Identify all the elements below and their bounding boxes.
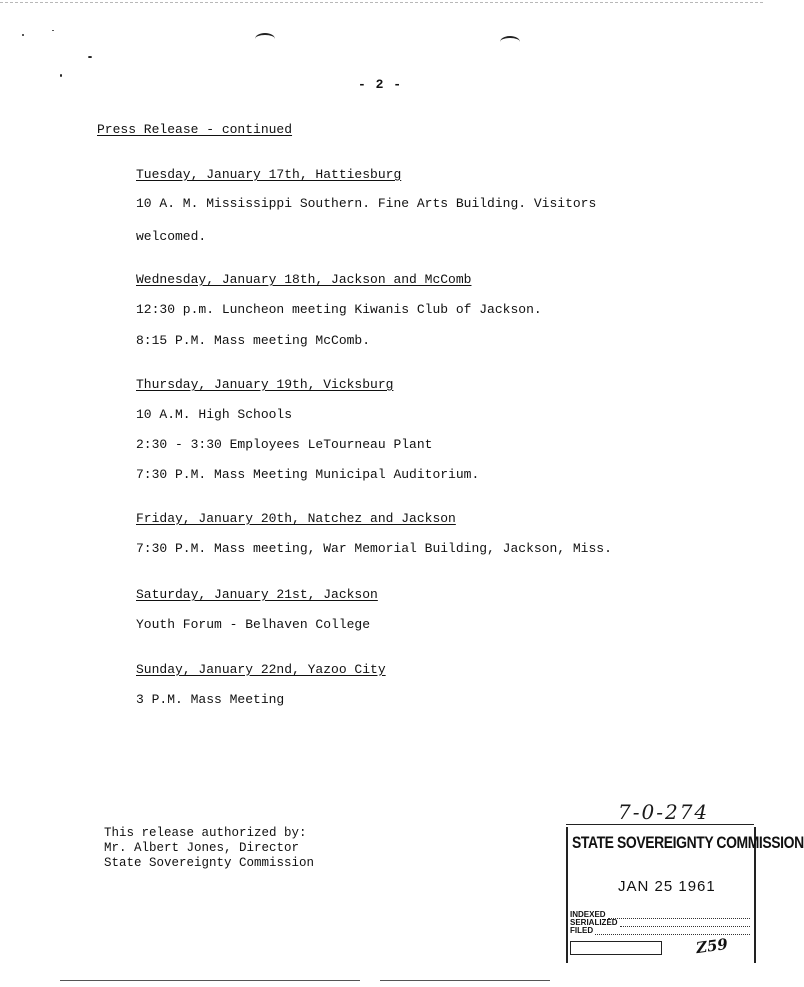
- stamp-field-serialized: [570, 919, 750, 927]
- stamp-date: JAN 25 1961: [618, 878, 716, 895]
- authorization-line: This release authorized by:: [104, 826, 307, 840]
- page-number: - 2 -: [357, 77, 402, 92]
- stamp-handwritten-mark: Z59: [694, 934, 729, 958]
- scan-speck: [22, 34, 24, 36]
- stamp-top-rule: [566, 824, 754, 825]
- scan-bottom-rule: [60, 980, 360, 981]
- commission-stamp: [566, 827, 804, 963]
- authorization-block: [104, 826, 314, 871]
- stamp-field-label: SERIALIZED: [570, 918, 618, 927]
- stamp-field-dots: [620, 920, 750, 927]
- stamp-field-dots: [595, 928, 750, 935]
- press-release-header: Press Release - continued: [97, 122, 293, 137]
- stamp-field-label: INDEXED: [570, 910, 606, 919]
- event-line: welcomed.: [136, 229, 207, 244]
- day-heading-friday: Friday, January 20th, Natchez and Jackson: [136, 511, 456, 526]
- binder-hole-mark: [500, 36, 520, 48]
- event-line: 3 P.M. Mass Meeting: [136, 692, 285, 707]
- scan-speck: [88, 56, 92, 58]
- scan-edge-dashes: [0, 2, 763, 3]
- day-heading-wednesday: Wednesday, January 18th, Jackson and McComb: [136, 272, 472, 287]
- stamp-field-filed: [570, 927, 750, 935]
- stamp-fields: [570, 911, 750, 935]
- scan-speck: [52, 30, 54, 31]
- scan-bottom-rule: [380, 980, 550, 981]
- day-heading-thursday: Thursday, January 19th, Vicksburg: [136, 377, 394, 392]
- scan-speck: [60, 74, 62, 77]
- day-heading-saturday: Saturday, January 21st, Jackson: [136, 587, 378, 602]
- authorization-name: Mr. Albert Jones, Director: [104, 841, 300, 855]
- stamp-field-dots: [608, 912, 750, 919]
- day-heading-sunday: Sunday, January 22nd, Yazoo City: [136, 662, 386, 677]
- event-line: 10 A.M. High Schools: [136, 407, 293, 422]
- stamp-blank-box: [570, 941, 662, 955]
- event-line: Youth Forum - Belhaven College: [136, 617, 371, 632]
- stamp-field-label: FILED: [570, 926, 594, 935]
- event-line: 2:30 - 3:30 Employees LeTourneau Plant: [136, 437, 433, 452]
- day-heading-tuesday: Tuesday, January 17th, Hattiesburg: [136, 167, 402, 182]
- event-line: 12:30 p.m. Luncheon meeting Kiwanis Club of Jackson.: [136, 302, 542, 317]
- stamp-handwritten-number: 7-0-274: [618, 800, 710, 824]
- authorization-organization: State Sovereignty Commission: [104, 856, 315, 870]
- stamp-title: STATE SOVEREIGNTY COMMISSION: [572, 833, 804, 852]
- event-line: 8:15 P.M. Mass meeting McComb.: [136, 333, 371, 348]
- event-line: 10 A. M. Mississippi Southern. Fine Arts Building. Visitors: [136, 196, 597, 211]
- binder-hole-mark: [255, 33, 275, 45]
- event-line: 7:30 P.M. Mass Meeting Municipal Auditorium.: [136, 467, 480, 482]
- event-line: 7:30 P.M. Mass meeting, War Memorial Building, Jackson, Miss.: [136, 541, 612, 556]
